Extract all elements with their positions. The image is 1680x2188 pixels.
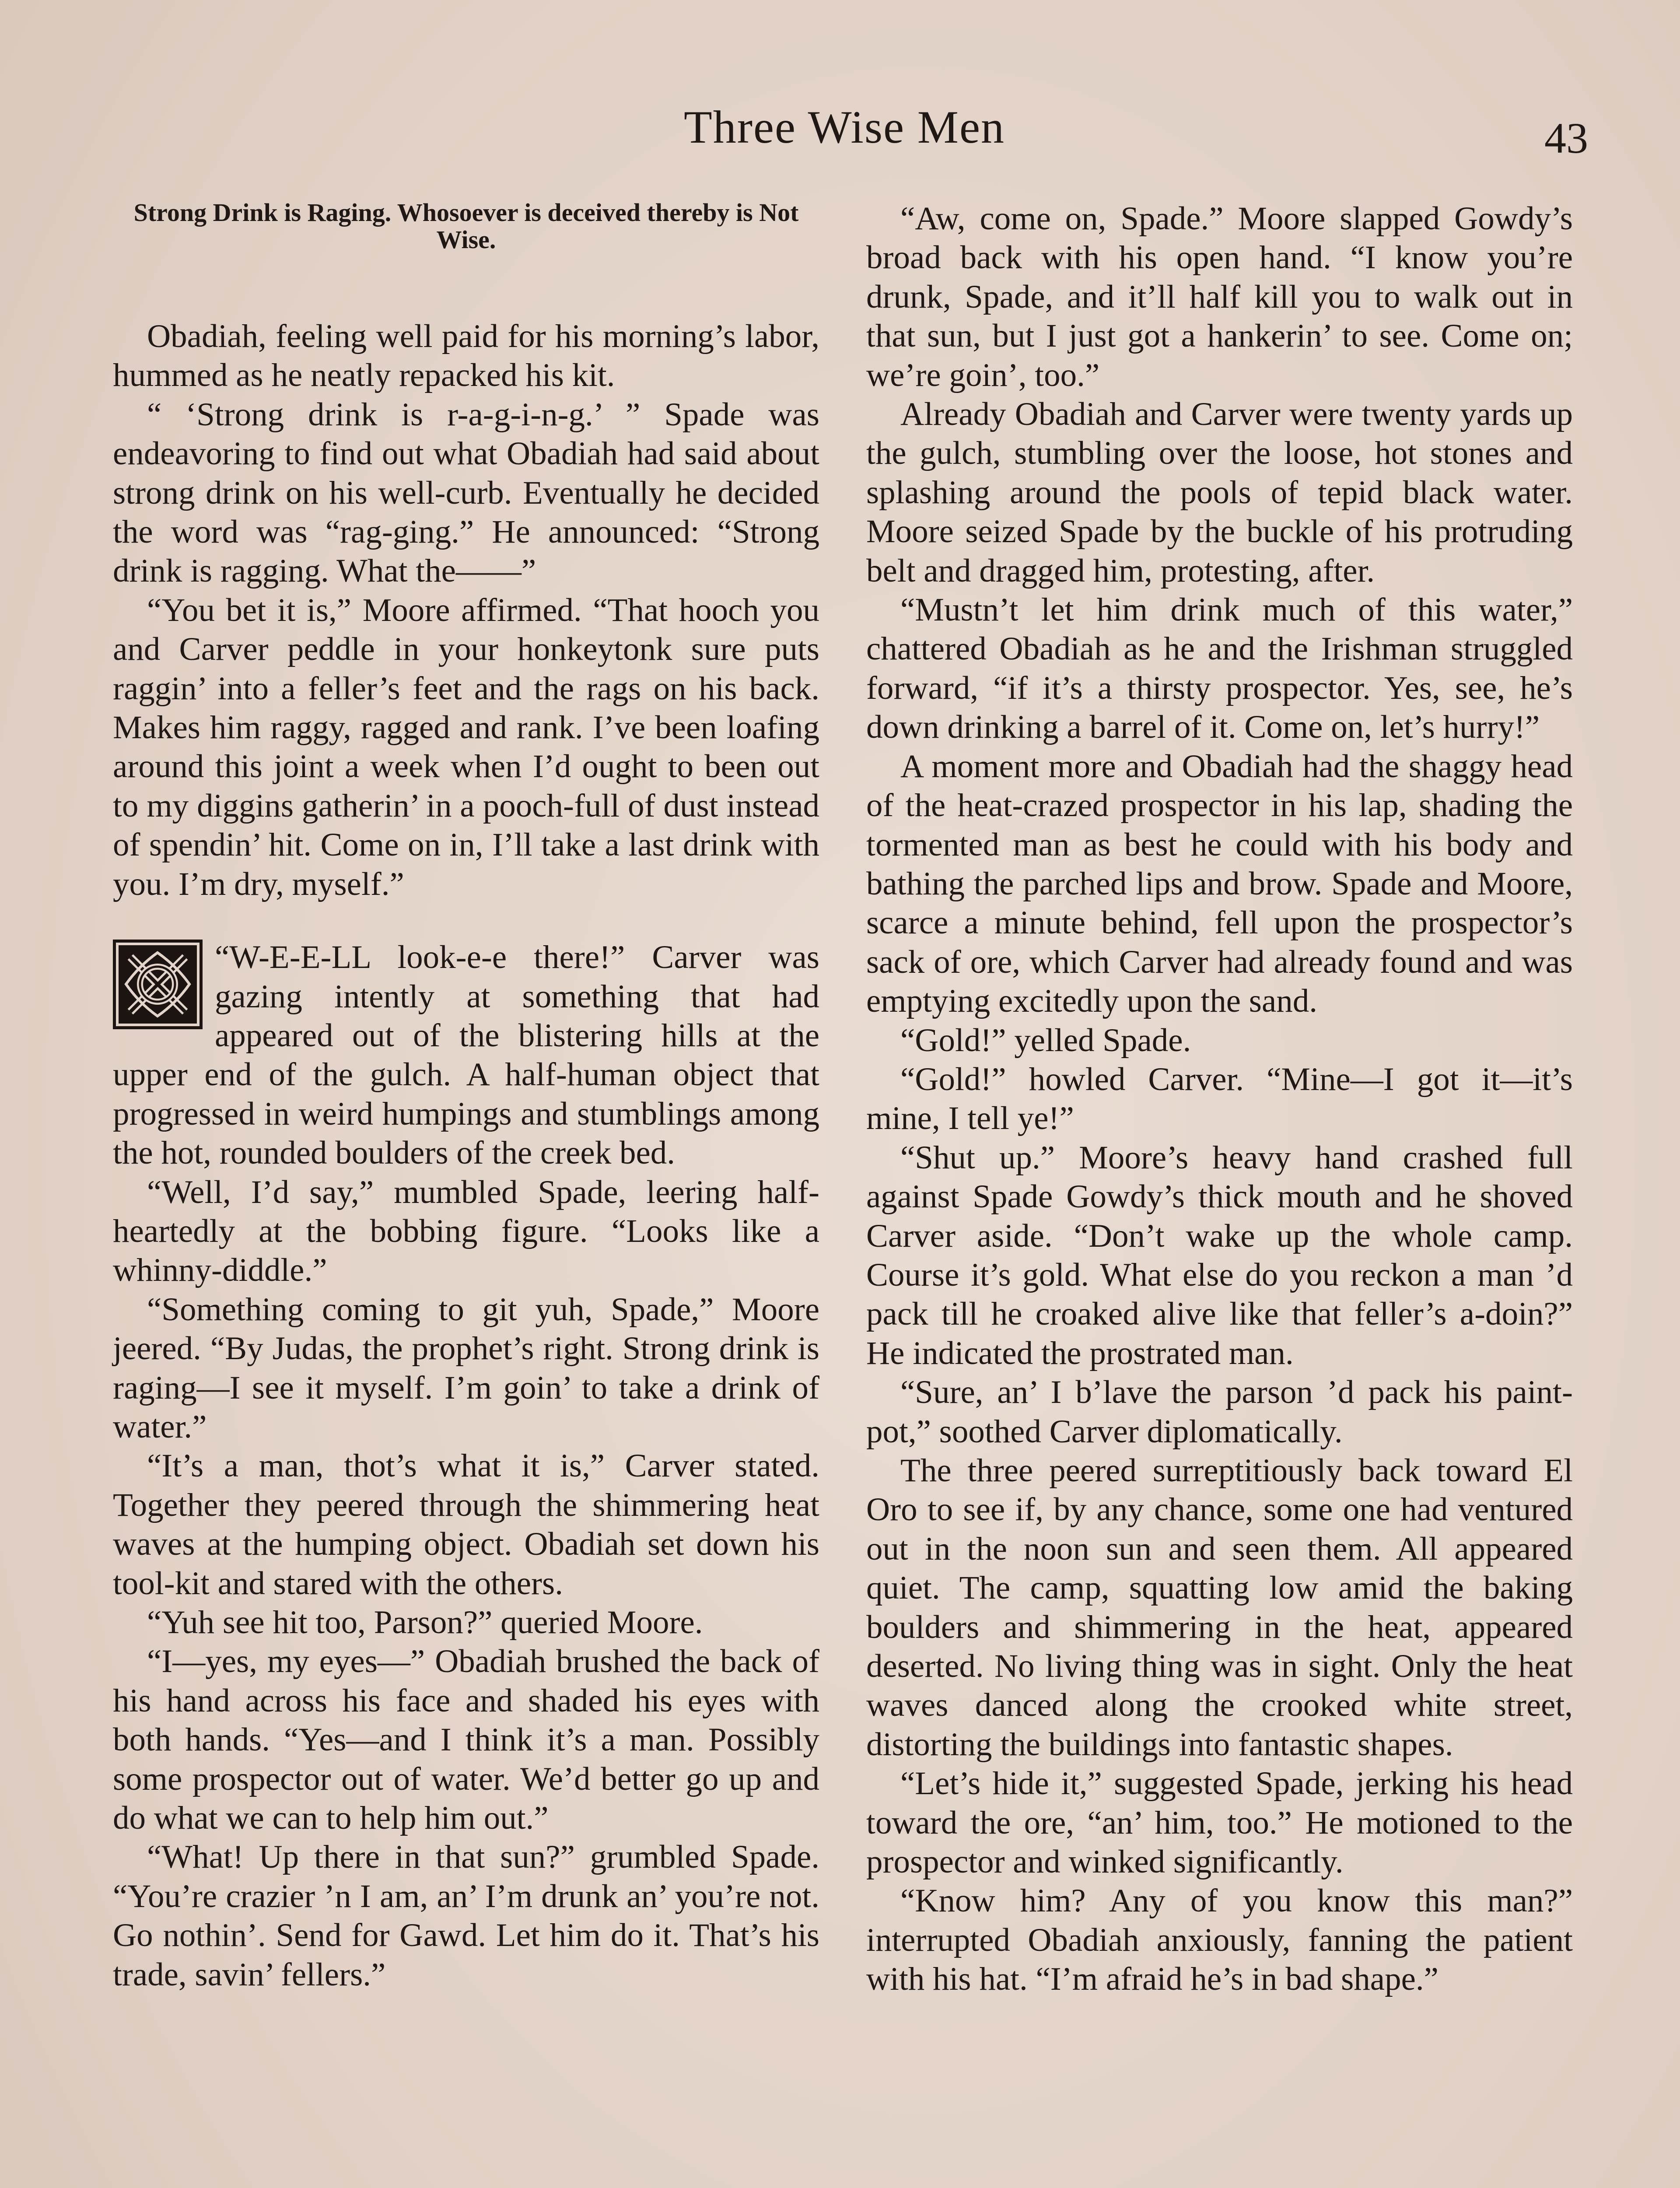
paragraph: A moment more and Obadiah had the shaggy head of the heat-crazed prospector in his lap, shading the tormented man as best he could with his body and bathing the parched lips and brow. Spade and Moore, scarce a minute behind, fell upon the prospector’s sack of ore, which Carver had already found and was emptying excitedly upon the sand. [866, 748, 1573, 1020]
paragraph: “It’s a man, thot’s what it is,” Carver stated. Together they peered through the shimmering heat waves at the humping object. Obadiah set down his tool-kit and stared with the others. [113, 1448, 819, 1602]
epigraph: Strong Drink is Raging. Whosoever is deceived thereby is Not Wise. [133, 198, 799, 254]
paragraph: “Yuh see hit too, Parson?” queried Moore. [147, 1604, 703, 1641]
paragraph: “I—yes, my eyes—” Obadiah brushed the back of his hand across his face and shaded his eyes with both hands. “Yes—and I think it’s a man. Possibly some prospector out of water. We’d better go up and do what we can to help him out.” [113, 1643, 819, 1837]
paragraph: “You bet it is,” Moore affirmed. “That hooch you and Carver peddle in your honkeytonk sure puts raggin’ into a feller’s feet and the rags on his back. Makes him raggy, ragged and rank. I’ve been loafing around this joint a week when I’d ought to been out to my diggins gatherin’ in a pooch-full of dust instead of spendin’ hit. Come on in, I’ll take a last drink with you. I’m dry, myself.” [113, 592, 819, 902]
paragraph: “Well, I’d say,” mumbled Spade, leering half-heartedly at the bobbing figure. “Looks like a whinny-diddle.” [113, 1174, 819, 1289]
paragraph: “Let’s hide it,” suggested Spade, jerking his head toward the ore, “an’ him, too.” He motioned to the prospector and winked significantly. [866, 1765, 1573, 1880]
running-head-title: Three Wise Men [683, 102, 1005, 153]
paragraph: “Gold!” howled Carver. “Mine—I got it—it’s mine, I tell ye!” [866, 1061, 1573, 1137]
ornament-paragraph [113, 938, 819, 1172]
paragraph: “ ‘Strong drink is r-a-g-i-n-g.’ ” Spade was endeavoring to find out what Obadiah had said about strong drink on his well-curb. Eventually he decided the word was “rag-ging.” He announced: “Strong drink is ragging. What the——” [113, 396, 819, 589]
paragraph: “Mustn’t let him drink much of this water,” chattered Obadiah as he and the Irishman struggled forward, “if it’s a thirsty prospector. Yes, see, he’s down drinking a barrel of it. Come on, let’s hurry!” [866, 592, 1573, 746]
paragraph: “What! Up there in that sun?” grumbled Spade. “You’re crazier ’n I am, an’ I’m drunk an’ you’re not. Go nothin’. Send for Gawd. Let him do it. That’s his trade, savin’ fellers.” [113, 1839, 819, 1993]
paragraph: The three peered surreptitiously back toward El Oro to see if, by any chance, some one had ventured out in the noon sun and seen them. All appeared quiet. The camp, squatting low amid the baking boulders and shimmering in the heat, appeared deserted. No living thing was in sight. Only the heat waves danced along the crooked white street, distorting the buildings into fantastic shapes. [866, 1452, 1573, 1763]
paragraph: “Shut up.” Moore’s heavy hand crashed full against Spade Gowdy’s thick mouth and he shoved Carver aside. “Don’t wake up the whole camp. Course it’s gold. What else do you reckon a man ’d pack till he croaked alive like that feller’s a-doin?” He indicated the prostrated man. [866, 1139, 1573, 1371]
section-break [113, 904, 819, 938]
paragraph: “Aw, come on, Spade.” Moore slapped Gowdy’s broad back with his open hand. “I know you’re drunk, Spade, and it’ll half kill you to walk out in that sun, but I just got a hankerin’ to see. Come on; we’re goin’, too.” [866, 200, 1573, 393]
paragraph: “Know him? Any of you know this man?” interrupted Obadiah anxiously, fanning the patient with his hat. “I’m afraid he’s in bad shape.” [866, 1883, 1573, 1998]
paragraph: “Something coming to git yuh, Spade,” Moore jeered. “By Judas, the prophet’s right. Strong drink is raging—I see it myself. I’m goin’ to take a drink of water.” [113, 1291, 819, 1445]
ornament-paragraph-text: “W-E-E-LL look-e-e there!” Carver was gazing intently at something that had appeared out of the blistering hills at the upper end of the gulch. A half-human object that progressed in weird humpings and stumblings among the hot, rounded boulders of the creek bed. [113, 939, 819, 1171]
paragraph: Obadiah, feeling well paid for his morning’s labor, hummed as he neatly repacked his kit. [113, 318, 819, 394]
paragraph: “Sure, an’ I b’lave the parson ’d pack his paint-pot,” soothed Carver diplomatically. [866, 1374, 1573, 1450]
page-number: 43 [1544, 114, 1588, 162]
left-column [113, 199, 819, 1994]
paragraph: Already Obadiah and Carver were twenty yards up the gulch, stumbling over the loose, hot stones and splashing around the pools of tepid black water. Moore seized Spade by the buckle of his protruding belt and dragged him, protesting, after. [866, 396, 1573, 589]
celtic-knot-ornament-icon [113, 940, 203, 1029]
paragraph: “Gold!” yelled Spade. [900, 1022, 1191, 1059]
right-column [866, 199, 1573, 1999]
